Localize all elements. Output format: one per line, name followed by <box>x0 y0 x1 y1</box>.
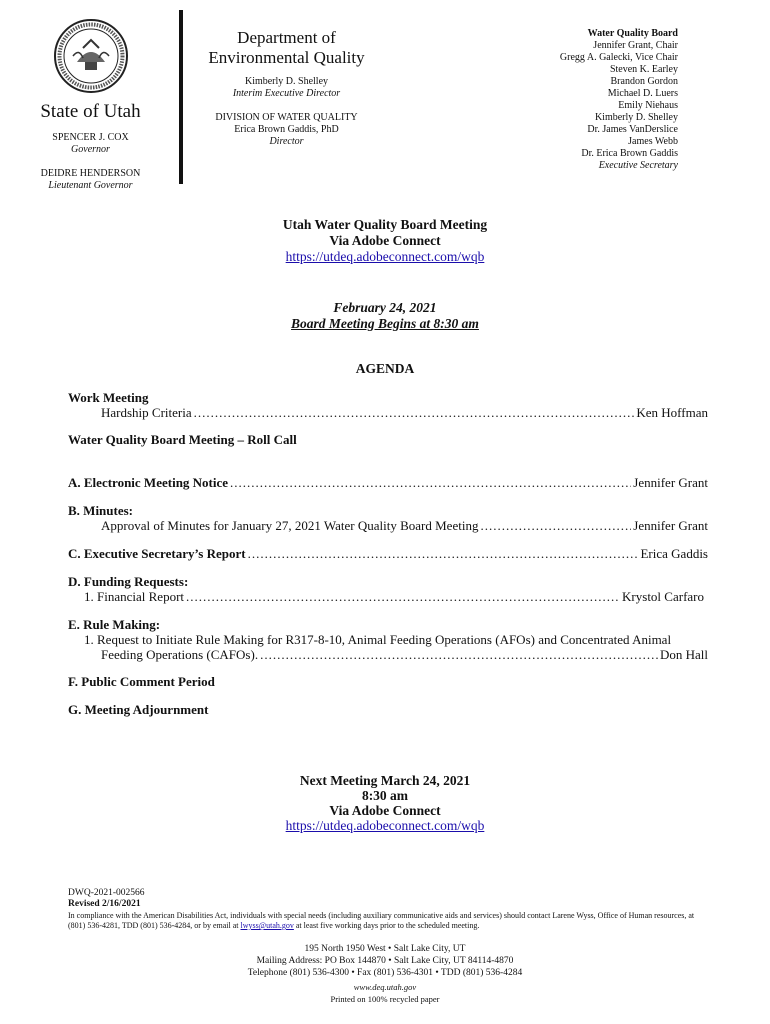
meeting-date: February 24, 2021 <box>333 300 437 315</box>
division-name: DIVISION OF WATER QUALITY <box>215 112 358 123</box>
agenda-section-heading: D. Funding Requests: <box>68 574 189 589</box>
agenda-item-label: Feeding Operations (CAFOs). <box>101 647 259 662</box>
agenda-item-e <box>68 617 708 662</box>
next-meeting-via: Via Adobe Connect <box>329 803 441 818</box>
agenda-item-presenter: Don Hall <box>659 647 708 662</box>
agenda-item-presenter: Erica Gaddis <box>640 546 708 561</box>
leader-dots <box>260 647 658 662</box>
exec-director-title: Interim Executive Director <box>232 88 341 99</box>
agenda-item-label: Hardship Criteria <box>101 405 192 420</box>
state-name: State of Utah <box>40 101 141 122</box>
revised-date: Revised 2/16/2021 <box>68 899 141 909</box>
street-address: 195 North 1950 West • Salt Lake City, UT <box>304 944 466 954</box>
meeting-title: Utah Water Quality Board Meeting <box>282 217 488 232</box>
board-member: James Webb <box>628 136 678 147</box>
work-meeting-section <box>68 390 708 420</box>
next-meeting-link[interactable]: https://utdeq.adobeconnect.com/wqb <box>285 818 485 833</box>
meeting-date-block <box>0 300 770 332</box>
mailing-address: Mailing Address: PO Box 144870 • Salt Lake City, UT 84114-4870 <box>256 956 514 966</box>
board-member: Brandon Gordon <box>610 76 678 87</box>
ada-notice <box>68 911 708 931</box>
governor-name: SPENCER J. COX <box>52 132 129 143</box>
agenda-item-presenter: Jennifer Grant <box>633 475 708 490</box>
work-meeting-heading: Work Meeting <box>68 390 149 405</box>
board-member: Michael D. Luers <box>607 88 678 99</box>
board-member: Gregg A. Galecki, Vice Chair <box>559 52 678 63</box>
agenda-item-label: C. Executive Secretary’s Report <box>68 546 246 561</box>
dept-line-2: Environmental Quality <box>208 48 365 67</box>
agenda-item-f: F. Public Comment Period <box>68 674 215 689</box>
board-member: Steven K. Earley <box>609 64 678 75</box>
department-title <box>184 28 389 68</box>
board-member: Kimberly D. Shelley <box>594 112 678 123</box>
agenda-section-heading: E. Rule Making: <box>68 617 161 632</box>
ada-line-2-post: at least five working days prior to the scheduled meeting. <box>295 921 480 930</box>
agenda-section-heading: B. Minutes: <box>68 503 133 518</box>
address-block <box>0 943 770 1005</box>
board-member: Emily Niehaus <box>618 100 678 111</box>
lt-governor-name: DEIDRE HENDERSON <box>40 168 141 179</box>
leader-dots <box>230 475 631 490</box>
agenda-item-hardship <box>68 405 708 420</box>
ada-line-1: In compliance with the American Disabilities Act, individuals with special needs (including auxiliary communicative aids and services) should contact Larene Wyss, Office of Human resources, at <box>68 911 695 920</box>
lt-governor-title: Lieutenant Governor <box>48 180 133 191</box>
division-block <box>184 112 389 148</box>
agenda-item-label: 1. Request to Initiate Rule Making for R317-8-10, Animal Feeding Operations (AFOs) and Concentrated Animal <box>84 632 672 647</box>
next-meeting-date: Next Meeting March 24, 2021 <box>299 773 471 788</box>
next-meeting-time: 8:30 am <box>361 788 409 803</box>
meeting-begins: Board Meeting Begins at 8:30 am <box>291 316 479 331</box>
doc-id-block <box>68 888 708 910</box>
exec-director-block <box>184 76 389 100</box>
meeting-link[interactable]: https://utdeq.adobeconnect.com/wqb <box>285 249 485 264</box>
utah-state-seal <box>53 18 129 94</box>
agenda-item-presenter: Jennifer Grant <box>633 518 708 533</box>
agenda-item-d <box>68 574 708 604</box>
leader-dots <box>248 546 639 561</box>
dept-line-1: Department of <box>237 28 336 47</box>
doc-id: DWQ-2021-002566 <box>68 888 145 898</box>
agenda-item-c <box>68 546 708 561</box>
director-name: Erica Brown Gaddis, PhD <box>234 124 339 135</box>
board-member: Dr. Erica Brown Gaddis <box>581 148 678 159</box>
leader-dots <box>194 405 635 420</box>
agenda-item-a <box>68 475 708 490</box>
leader-dots <box>186 589 620 604</box>
board-heading: Water Quality Board <box>587 28 678 39</box>
executive-secretary-title: Executive Secretary <box>598 160 678 171</box>
ada-line-2-pre: (801) 536-4281, TDD (801) 536-4284, or by email at <box>68 921 239 930</box>
governor-block <box>0 132 181 156</box>
agenda-item-label: Approval of Minutes for January 27, 2021 Water Quality Board Meeting <box>101 518 479 533</box>
agenda-item-b <box>68 503 708 533</box>
meeting-title-block <box>0 217 770 265</box>
governor-title: Governor <box>71 144 110 155</box>
agenda-item-presenter: Krystol Carfaro <box>622 589 704 604</box>
agenda-item-label: A. Electronic Meeting Notice <box>68 475 229 490</box>
board-member: Jennifer Grant, Chair <box>593 40 678 51</box>
director-title: Director <box>269 136 304 147</box>
agenda-item-g: G. Meeting Adjournment <box>68 702 209 717</box>
agenda-item-label: 1. Financial Report <box>84 589 185 604</box>
exec-director-name: Kimberly D. Shelley <box>244 76 329 87</box>
ada-line-2 <box>68 921 708 931</box>
lt-governor-block <box>0 168 181 192</box>
phone-numbers: Telephone (801) 536-4300 • Fax (801) 536-4301 • TDD (801) 536-4284 <box>247 968 523 978</box>
recycled-note: Printed on 100% recycled paper <box>330 994 440 1004</box>
agenda-heading: AGENDA <box>355 361 415 376</box>
board-members <box>560 28 678 172</box>
next-meeting-block <box>0 773 770 833</box>
board-member: Dr. James VanDerslice <box>587 124 678 135</box>
header-divider <box>179 10 183 184</box>
ada-email-link[interactable]: lwyss@utah.gov <box>240 921 294 930</box>
roll-call-heading: Water Quality Board Meeting – Roll Call <box>68 432 297 447</box>
website: www.deq.utah.gov <box>353 982 417 992</box>
agenda-item-presenter: Ken Hoffman <box>636 405 708 420</box>
leader-dots <box>480 518 631 533</box>
meeting-via: Via Adobe Connect <box>329 233 441 248</box>
